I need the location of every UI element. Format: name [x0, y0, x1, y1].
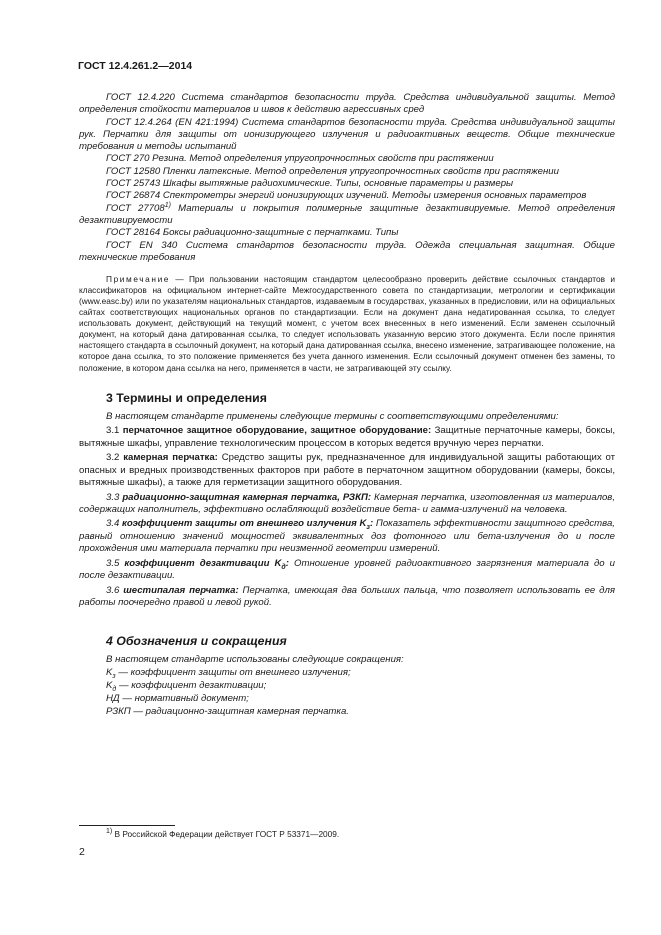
- normative-references: [79, 92, 615, 264]
- reference-item: ГОСТ 26874 Спектрометры энергий ионизирующих изучений. Методы измерения основных параметров: [106, 190, 587, 202]
- term-name: коэффициент защиты от внешнего излучения $K_з$:: [122, 518, 374, 532]
- term-3-2: 3.2 камерная перчатка: Средство защиты рук, предназначенное для индивидуальной защиты работающих от опасных и вредных производственных факторов при работе в перчаточном защитном оборудовании (камеры, боксы, вытяжные шкафы), а также для герметизации защитного оборудования.: [79, 452, 615, 488]
- term-name: коэффициент дезактивации $K_д$:: [124, 557, 289, 571]
- section-3-heading: 3 Термины и определения: [106, 390, 267, 405]
- abbreviation-item: $K_д$ — коэффициент дезактивации;: [106, 680, 267, 694]
- reference-item: ГОСТ EN 340 Система стандартов безопасности труда. Одежда специальная защитная. Общие технические требования: [79, 239, 615, 263]
- abbreviation-item: РЗКП — радиационно-защитная камерная перчатка.: [106, 705, 349, 717]
- term-3-4: 3.4 коэффициент защиты от внешнего излучения $K_з$: Показатель эффективности защитного средства, равный отношению значений мощностей эквивалентных доз фотонного или бета-излучения до и после прохождения ими материала перчатки при неизменной геометрии измерений.: [79, 518, 615, 555]
- abbreviation-item: НД — нормативный документ;: [106, 693, 249, 705]
- page-number: 2: [79, 846, 85, 858]
- reference-item: ГОСТ 12580 Пленки латексные. Метод определения упругопрочностных свойств при растяжении: [106, 165, 559, 177]
- footnote-divider: [79, 825, 175, 826]
- term-definition: Защитные перчаточные камеры, боксы, вытяжные шкафы, управление технологическим процессом в которых ведется вручную через перчатки.: [79, 425, 616, 449]
- term-definition: Показатель эффективности защитного средства, равный отношению значений мощностей эквивалентных доз фотонного или бета-излучения до и после прохождения ими материала перчатки при неизменной геометрии измерений.: [79, 518, 615, 555]
- reference-item: ГОСТ 12.4.220 Система стандартов безопасности труда. Средства индивидуальной защиты. Метод определения стойкости материалов и швов к действию агрессивных сред: [79, 92, 615, 116]
- term-3-3: 3.3 радиационно-защитная камерная перчатка, РЗКП: Камерная перчатка, изготовленная из материалов, содержащих наполнитель, эффективно ослабляющий воздействие бета- и гамма-излучений на человека.: [79, 491, 615, 515]
- term-name: перчаточное защитное оборудование, защитное оборудование:: [122, 425, 432, 437]
- page-content: [79, 92, 615, 719]
- reference-item: ГОСТ 25743 Шкафы вытяжные радиохимические. Типы, основные параметры и размеры: [106, 178, 514, 190]
- term-definition: Перчатка, имеющая два больших пальца, что позволяет использовать ее для работы поочередно правой и левой рукой.: [79, 584, 615, 608]
- reference-code: ГОСТ 27708: [106, 202, 165, 214]
- reference-item: ГОСТ 28164 Боксы радиационно-защитные с перчатками. Типы: [106, 227, 399, 239]
- terms-list: [79, 411, 615, 609]
- footnote-marker: 1): [164, 201, 171, 209]
- note-text: — При пользовании настоящим стандартом целесообразно проверить действие ссылочных стандартов и классификаторов на официальном интернет-сайте Межгосударственного совета по стандартизации, метрологии и сертификации (www.easc.by) или по указателям национальных стандартов, издаваемым в государствах, указанных в предисловии, или на официальных сайтах соответствующих национальных органов по стандартизации. Если на документ дана недатированная ссылка, то следует использовать документ, действующий на текущий момент, с учетом всех внесенных в него изменений. Если заменен ссылочный документ, на который дана датированная ссылка, то следует использовать указанную версию этого документа. Если после принятия настоящего стандарта в ссылочный документ, на который дана датированная ссылка, внесено изменение, затрагивающее положение, на которое дана ссылка, то это положение применяется без учета данного изменения. Если ссылочный документ отменен без замены, то положение, в котором дана ссылка на него, применяется в части, не затрагивающей эту ссылку.: [79, 274, 615, 373]
- section-4-heading: 4 Обозначения и сокращения: [106, 634, 287, 649]
- term-definition: Камерная перчатка, изготовленная из материалов, содержащих наполнитель, эффективно ослабляющий воздействие бета- и гамма-излучений на человека.: [79, 491, 615, 515]
- term-name: шестипалая перчатка:: [123, 584, 239, 596]
- section-4-intro: В настоящем стандарте использованы следующие сокращения:: [106, 654, 404, 666]
- reference-item: ГОСТ 270 Резина. Метод определения упругопрочностных свойств при растяжении: [106, 153, 494, 165]
- term-name: камерная перчатка:: [123, 452, 218, 464]
- note-label: Примечание: [106, 274, 171, 285]
- term-definition: Отношение уровней радиоактивного загрязнения материала до и после дезактивации.: [79, 557, 615, 581]
- footnote: [106, 829, 339, 839]
- term-name: радиационно-защитная камерная перчатка, РЗКП:: [122, 491, 372, 503]
- abbreviations-list: [79, 654, 615, 718]
- footnote-marker: 1): [106, 828, 113, 836]
- footnote-text: В Российской Федерации действует ГОСТ Р 53371—2009.: [112, 829, 340, 839]
- reference-item: ГОСТ 12.4.264 (EN 421:1994) Система стандартов безопасности труда. Средства индивидуальной защиты рук. Перчатки для защиты от ионизирующего излучения и радиоактивных веществ. Общие технические требования и методы испытаний: [79, 116, 615, 153]
- term-definition: Средство защиты рук, предназначенное для индивидуальной защиты работающих от опасных и вредных производственных факторов при работе в перчаточном защитном оборудовании (камеры, боксы, вытяжные шкафы), а также для герметизации защитного оборудования.: [79, 452, 615, 488]
- reference-item-27708: [79, 203, 615, 228]
- abbreviation-item: $K_з$ — коэффициент защиты от внешнего излучения;: [106, 667, 351, 681]
- term-3-5: 3.5 коэффициент дезактивации $K_д$: Отношение уровней радиоактивного загрязнения материала до и после дезактивации.: [79, 557, 615, 581]
- section-3-intro: В настоящем стандарте применены следующие термины с соответствующими определениями:: [106, 410, 559, 422]
- note-paragraph: [79, 274, 615, 373]
- term-3-1: 3.1 перчаточное защитное оборудование, защитное оборудование: Защитные перчаточные камеры, боксы, вытяжные шкафы, управление технологическим процессом в которых ведется вручную через перчатки.: [79, 425, 616, 449]
- reference-title: Материалы и покрытия полимерные защитные дезактивируемые. Метод определения дезактивируемости: [79, 202, 615, 226]
- document-header: ГОСТ 12.4.261.2—2014: [78, 60, 193, 72]
- term-3-6: 3.6 шестипалая перчатка: Перчатка, имеющая два больших пальца, что позволяет использовать ее для работы поочередно правой и левой рукой.: [79, 584, 615, 608]
